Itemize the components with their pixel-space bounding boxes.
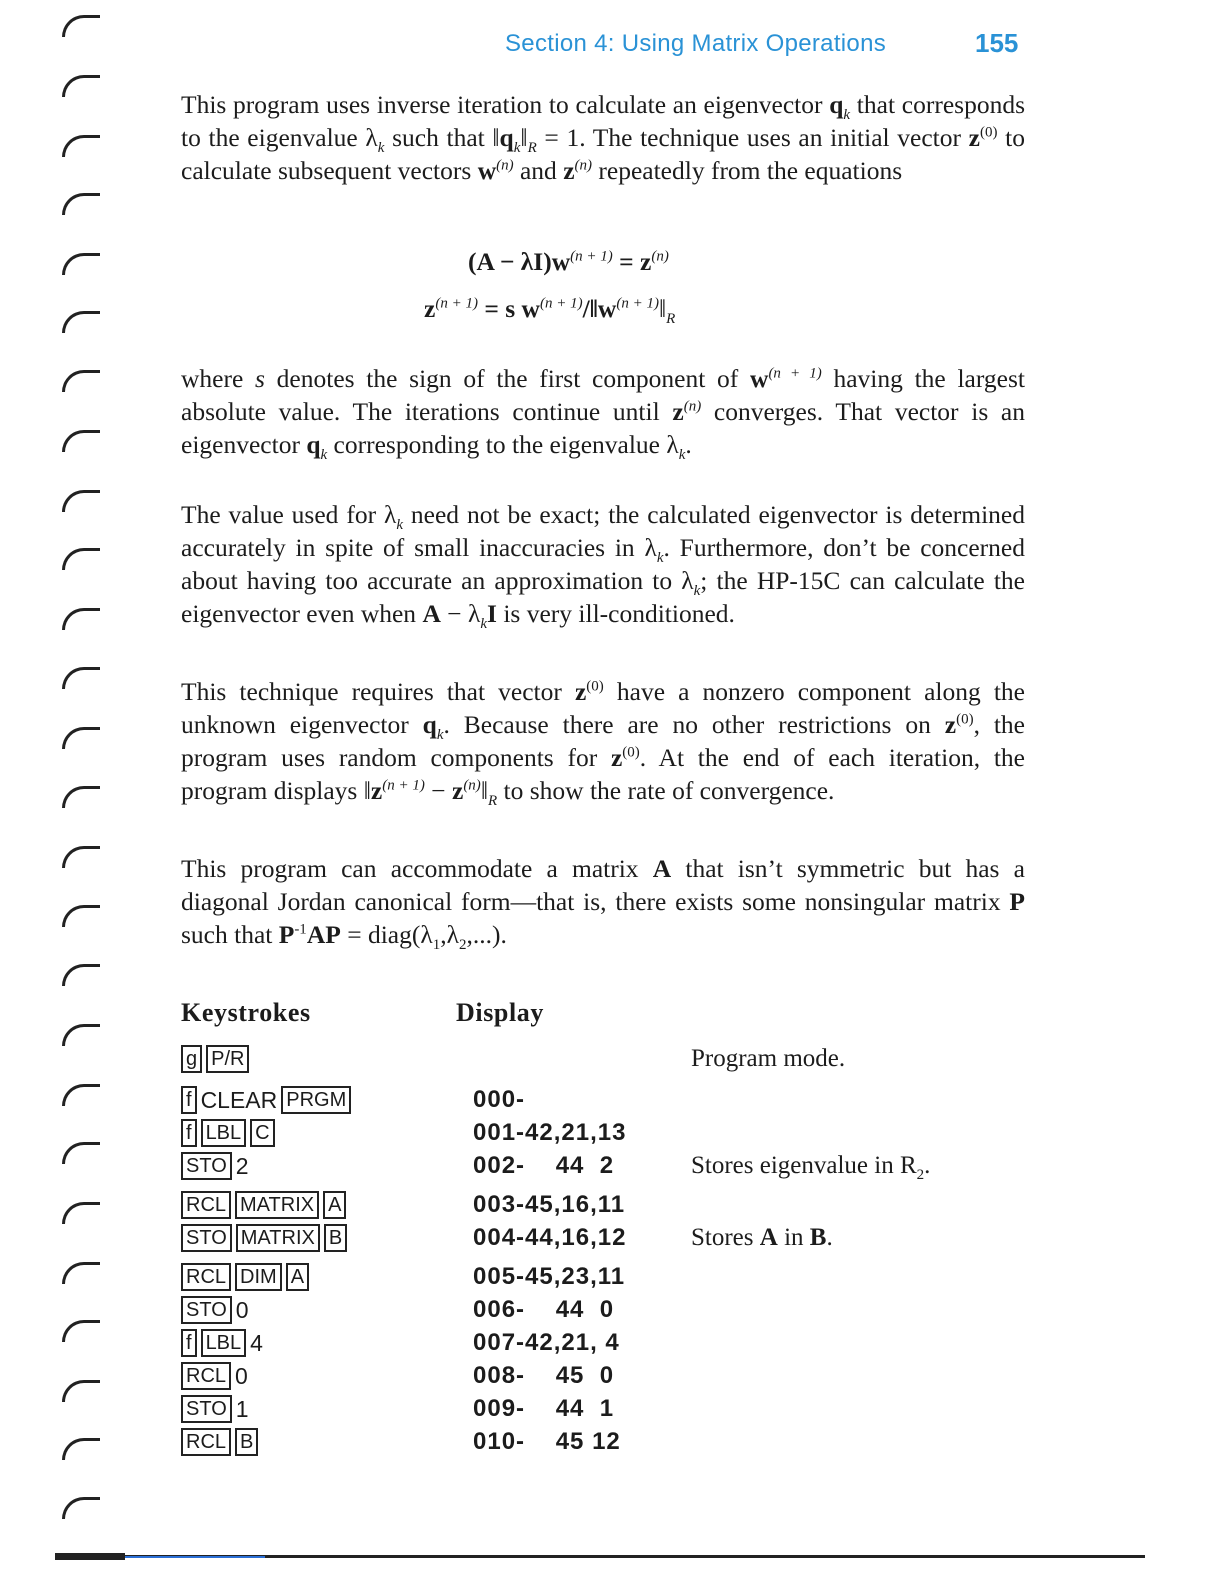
display-value: 009- 44 1 bbox=[473, 1395, 615, 1422]
table-row bbox=[0, 1084, 1224, 1116]
a-key: A bbox=[323, 1191, 346, 1219]
rcl-key: RCL bbox=[181, 1362, 231, 1390]
display-value: 006- 44 0 bbox=[473, 1296, 615, 1323]
table-row bbox=[0, 1393, 1224, 1425]
key-text: 1 bbox=[235, 1395, 249, 1422]
display-value: 008- 45 0 bbox=[473, 1362, 615, 1389]
equation-2: $z^{(n + 1)} = s$ $w^{(n + 1)}/‖w^{(n + 1)}‖_R$ bbox=[424, 294, 676, 328]
key-text: 0 bbox=[235, 1296, 249, 1323]
display-value bbox=[473, 1043, 663, 1075]
sto-key: STO bbox=[181, 1224, 232, 1252]
table-row bbox=[0, 1261, 1224, 1293]
bottom-rule-blue bbox=[125, 1556, 265, 1558]
g-key: g bbox=[181, 1045, 202, 1073]
lbl-key: LBL bbox=[201, 1329, 247, 1357]
equation-1: $(A - \lambda I)w^{(n + 1)} = z^{(n)}$ bbox=[468, 247, 669, 276]
page-number: 155 bbox=[975, 28, 1019, 58]
display-value: 003-45,16,11 bbox=[473, 1191, 626, 1218]
paragraph-4: This technique requires that vector $z^{(0)}$ have a nonzero component along the unknown eigenvector $q_k$. Because there are no other restrictions on $z^{(0)}$, the program uses random components for $z^{(0)}$. At the end of each iteration, the program displays $‖z^{(n + 1)}$ − $z^{(n)}‖_R$ to show the rate of convergence. bbox=[181, 677, 1025, 810]
f-key: f bbox=[181, 1329, 197, 1357]
table-row bbox=[0, 1043, 1224, 1075]
display-value: 001-42,21,13 bbox=[473, 1119, 627, 1146]
table-row bbox=[0, 1222, 1224, 1254]
key-text: CLEAR bbox=[200, 1086, 278, 1113]
f-key: f bbox=[181, 1119, 197, 1147]
display-value: 000- bbox=[473, 1086, 526, 1113]
keystrokes-header: Keystrokes bbox=[181, 998, 311, 1027]
pr-key: P/R bbox=[206, 1045, 249, 1073]
lbl-key: LBL bbox=[201, 1119, 247, 1147]
table-row bbox=[0, 1117, 1224, 1149]
rcl-key: RCL bbox=[181, 1263, 231, 1291]
sto-key: STO bbox=[181, 1296, 232, 1324]
b-key: B bbox=[235, 1428, 258, 1456]
table-row bbox=[0, 1150, 1224, 1182]
paragraph-1: This program uses inverse iteration to calculate an eigenvector $q_k$ that corresponds to the eigenvalue $\lambda_k$ such that $‖q_k‖_R = 1$. The technique uses an initial vector $z^{(0)}$ to calculate subsequent vectors $w^{(n)}$ and $z^{(n)}$ repeatedly from the equations bbox=[181, 90, 1025, 185]
c-key: C bbox=[250, 1119, 274, 1147]
display-value: 005-45,23,11 bbox=[473, 1263, 626, 1290]
matrix-key: MATRIX bbox=[235, 1191, 319, 1219]
section-title: Section 4: Using Matrix Operations bbox=[505, 30, 887, 57]
table-row bbox=[0, 1294, 1224, 1326]
key-text: 2 bbox=[235, 1152, 249, 1179]
display-value: 007-42,21, 4 bbox=[473, 1329, 620, 1356]
key-text: 4 bbox=[250, 1329, 263, 1356]
matrix-key: MATRIX bbox=[236, 1224, 320, 1252]
paragraph-3: The value used for $\lambda_k$ need not be exact; the calculated eigenvector is determined accurately in spite of small inaccuracies in $\lambda_k$. Furthermore, don’t be concerned about having too accurate an approximation to $\lambda_k$; the HP-15C can calculate the eigenvector even when $A - \lambda_kI$ is very ill-conditioned. bbox=[181, 500, 1026, 633]
display-value: 010- 45 12 bbox=[473, 1428, 621, 1455]
comment: Stores eigenvalue in $R_2$. bbox=[691, 1152, 931, 1183]
a-key: A bbox=[286, 1263, 309, 1291]
paragraph-5: This program can accommodate a matrix A that isn’t symmetric but has a diagonal Jordan canonical form—that is, there exists some nonsingular matrix P such that $P^{-1}AP$ = $diag(\lambda_1,\lambda_2,...)$. bbox=[181, 854, 1025, 954]
display-value: 004-44,16,12 bbox=[473, 1224, 627, 1251]
comment: Stores A in B. bbox=[691, 1224, 833, 1251]
b-key: B bbox=[324, 1224, 347, 1252]
table-row bbox=[0, 1327, 1224, 1359]
f-key: f bbox=[181, 1086, 197, 1114]
display-value: 002- 44 2 bbox=[473, 1152, 615, 1179]
display-header: Display bbox=[456, 998, 545, 1027]
key-text: 0 bbox=[235, 1362, 248, 1389]
dim-key: DIM bbox=[235, 1263, 282, 1291]
paragraph-2: where s denotes the sign of the first component of $w^{(n + 1)}$ having the largest absolute value. The iterations continue until $z^{(n)}$ converges. That vector is an eigenvector $q_k$ corresponding to the eigenvalue $\lambda_k$. bbox=[181, 364, 1026, 464]
prgm-key: PRGM bbox=[281, 1086, 351, 1114]
sto-key: STO bbox=[181, 1395, 232, 1423]
sto-key: STO bbox=[181, 1152, 232, 1180]
bottom-rule-accent bbox=[55, 1553, 125, 1560]
comment: Program mode. bbox=[691, 1045, 846, 1072]
table-row bbox=[0, 1189, 1224, 1221]
table-row bbox=[0, 1426, 1224, 1458]
table-row bbox=[0, 1360, 1224, 1392]
rcl-key: RCL bbox=[181, 1428, 231, 1456]
rcl-key: RCL bbox=[181, 1191, 231, 1219]
